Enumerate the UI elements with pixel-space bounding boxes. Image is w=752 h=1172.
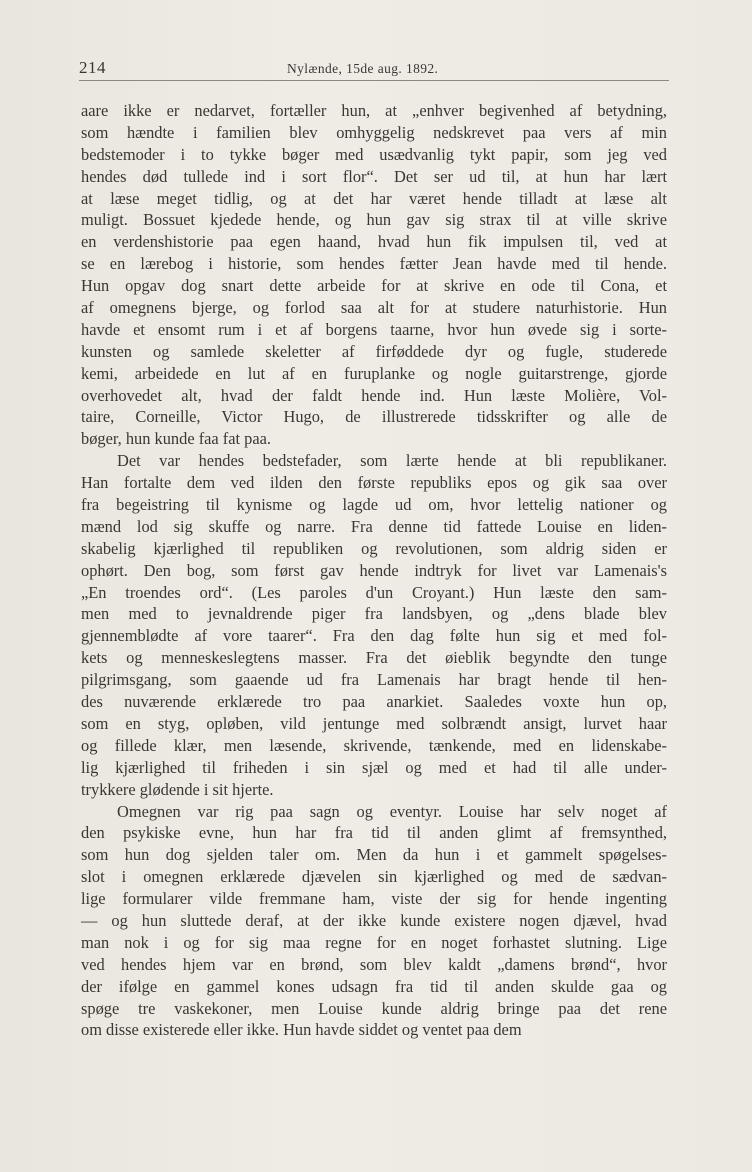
text-line: Han fortalte dem ved ilden den første republiks epos og gik saa over [81, 473, 667, 493]
text-line: fra begeistring til kynisme og lagde ud om, hvor lettelig nationer og [81, 495, 667, 515]
text-line: des nuværende erklærede tro paa anarkiet. Saaledes voxte hun op, [81, 692, 667, 712]
text-line: bedstemoder i to tykke bøger med usædvanlig tykt papir, som jeg ved [81, 144, 667, 164]
text-line: man nok i og for sig maa regne for en noget forhastet slutning. Lige [81, 932, 667, 952]
text-line: kunsten og samlede skeletter af firføddede dyr og fugle, studerede [81, 341, 667, 361]
text-line: som hun dog sjelden taler om. Men da hun i et gammelt spøgelses- [81, 845, 667, 865]
text-line: som hændte i familien blev omhyggelig nedskrevet paa vers af min [81, 122, 667, 142]
text-line: af omegnens bjerge, og forlod saa alt for at studere naturhistorie. Hun [81, 298, 667, 318]
text-line: der ifølge en gammel kones udsagn fra tid til anden skulde gaa og [81, 976, 667, 996]
text-line: overhovedet alt, hvad der faldt hende ind. Hun læste Molière, Vol- [81, 385, 667, 405]
text-line: aare ikke er nedarvet, fortæller hun, at „enhver begivenhed af betydning, [81, 101, 667, 120]
text-line: en verdenshistorie paa egen haand, hvad hun fik impulsen til, ved at [81, 232, 667, 252]
text-line: skabelig kjærlighed til republiken og revolutionen, som aldrig siden er [81, 538, 667, 558]
text-line: men med to jevnaldrende piger fra landsbyen, og „dens blade blev [81, 604, 667, 624]
text-line: lig kjærlighed til friheden i sin sjæl og med et had til alle under- [81, 757, 667, 777]
text-line: som en styg, opløben, vild jentunge med solbrændt ansigt, lurvet haar [81, 713, 667, 733]
text-line: ophørt. Den bog, som først gav hende indtryk for livet var Lamenais's [81, 560, 667, 580]
text-line: trykkere glødende i sit hjerte. [81, 779, 274, 799]
running-head: Nylænde, 15de aug. 1892. [287, 61, 439, 76]
text-line: mænd lod sig skuffe og narre. Fra denne tid fattede Louise en liden- [81, 516, 667, 536]
text-line: om disse existerede eller ikke. Hun havde siddet og ventet paa dem [81, 1020, 522, 1040]
text-line: spøge tre vaskekoner, men Louise kunde aldrig bringe paa det rene [81, 998, 667, 1018]
text-line: at læse meget tidlig, og at det har været hende tilladt at læse alt [81, 188, 667, 208]
text-line: ved hendes hjem var en brønd, som blev kaldt „damens brønd“, hvor [81, 954, 667, 974]
text-line: kets og menneskeslegtens masser. Fra det øieblik begyndte den tunge [81, 648, 667, 668]
text-line: muligt. Bossuet kjedede hende, og hun gav sig strax til at ville skrive [81, 210, 667, 230]
text-line: — og hun sluttede deraf, at der ikke kunde existere nogen djævel, hvad [81, 910, 667, 930]
page-number: 214 [79, 58, 106, 77]
text-line: kemi, arbeidede en lut af en furuplanke og nogle guitarstrenge, gjorde [81, 363, 667, 383]
text-line: hendes død tullede ind i sort flor“. Det ser ud til, at hun har lært [81, 166, 667, 186]
page-header [79, 58, 669, 80]
text-line: taire, Corneille, Victor Hugo, de illustrerede tidsskrifter og alle de [81, 407, 667, 427]
text-line: den psykiske evne, hun har fra tid til anden glimt af fremsynthed, [81, 823, 667, 843]
text-line: Hun opgav dog snart dette arbeide for at skrive en ode til Cona, et [81, 276, 667, 296]
text-line: slot i omegnen erklærede djævelen sin kjærlighed og med de sædvan- [81, 867, 667, 887]
text-line: lige formularer vilde fremmane ham, viste der sig for hende ingenting [81, 889, 667, 909]
header-rule [79, 80, 669, 81]
text-line: gjennemblødte af vore taarer“. Fra den dag følte hun sig et med fol- [81, 626, 667, 646]
text-line: „En troendes ord“. (Les paroles d'un Croyant.) Hun læste den sam- [81, 582, 667, 602]
text-line: pilgrimsgang, som gaaende ud fra Lamenais har bragt hende til hen- [81, 670, 667, 690]
text-line: Det var hendes bedstefader, som lærte hende at bli republikaner. [117, 451, 667, 471]
text-line: bøger, hun kunde faa fat paa. [81, 429, 272, 449]
text-line: havde et ensomt rum i et af borgens taarne, hvor hun øvede sig i sorte- [81, 319, 667, 339]
body-text [81, 100, 667, 1041]
text-line: Omegnen var rig paa sagn og eventyr. Louise har selv noget af [117, 801, 667, 821]
text-line: se en lærebog i historie, som hendes fætter Jean havde med til hende. [81, 254, 667, 274]
text-line: og fillede klær, men læsende, skrivende, tænkende, med en lidenskabe- [81, 735, 667, 755]
